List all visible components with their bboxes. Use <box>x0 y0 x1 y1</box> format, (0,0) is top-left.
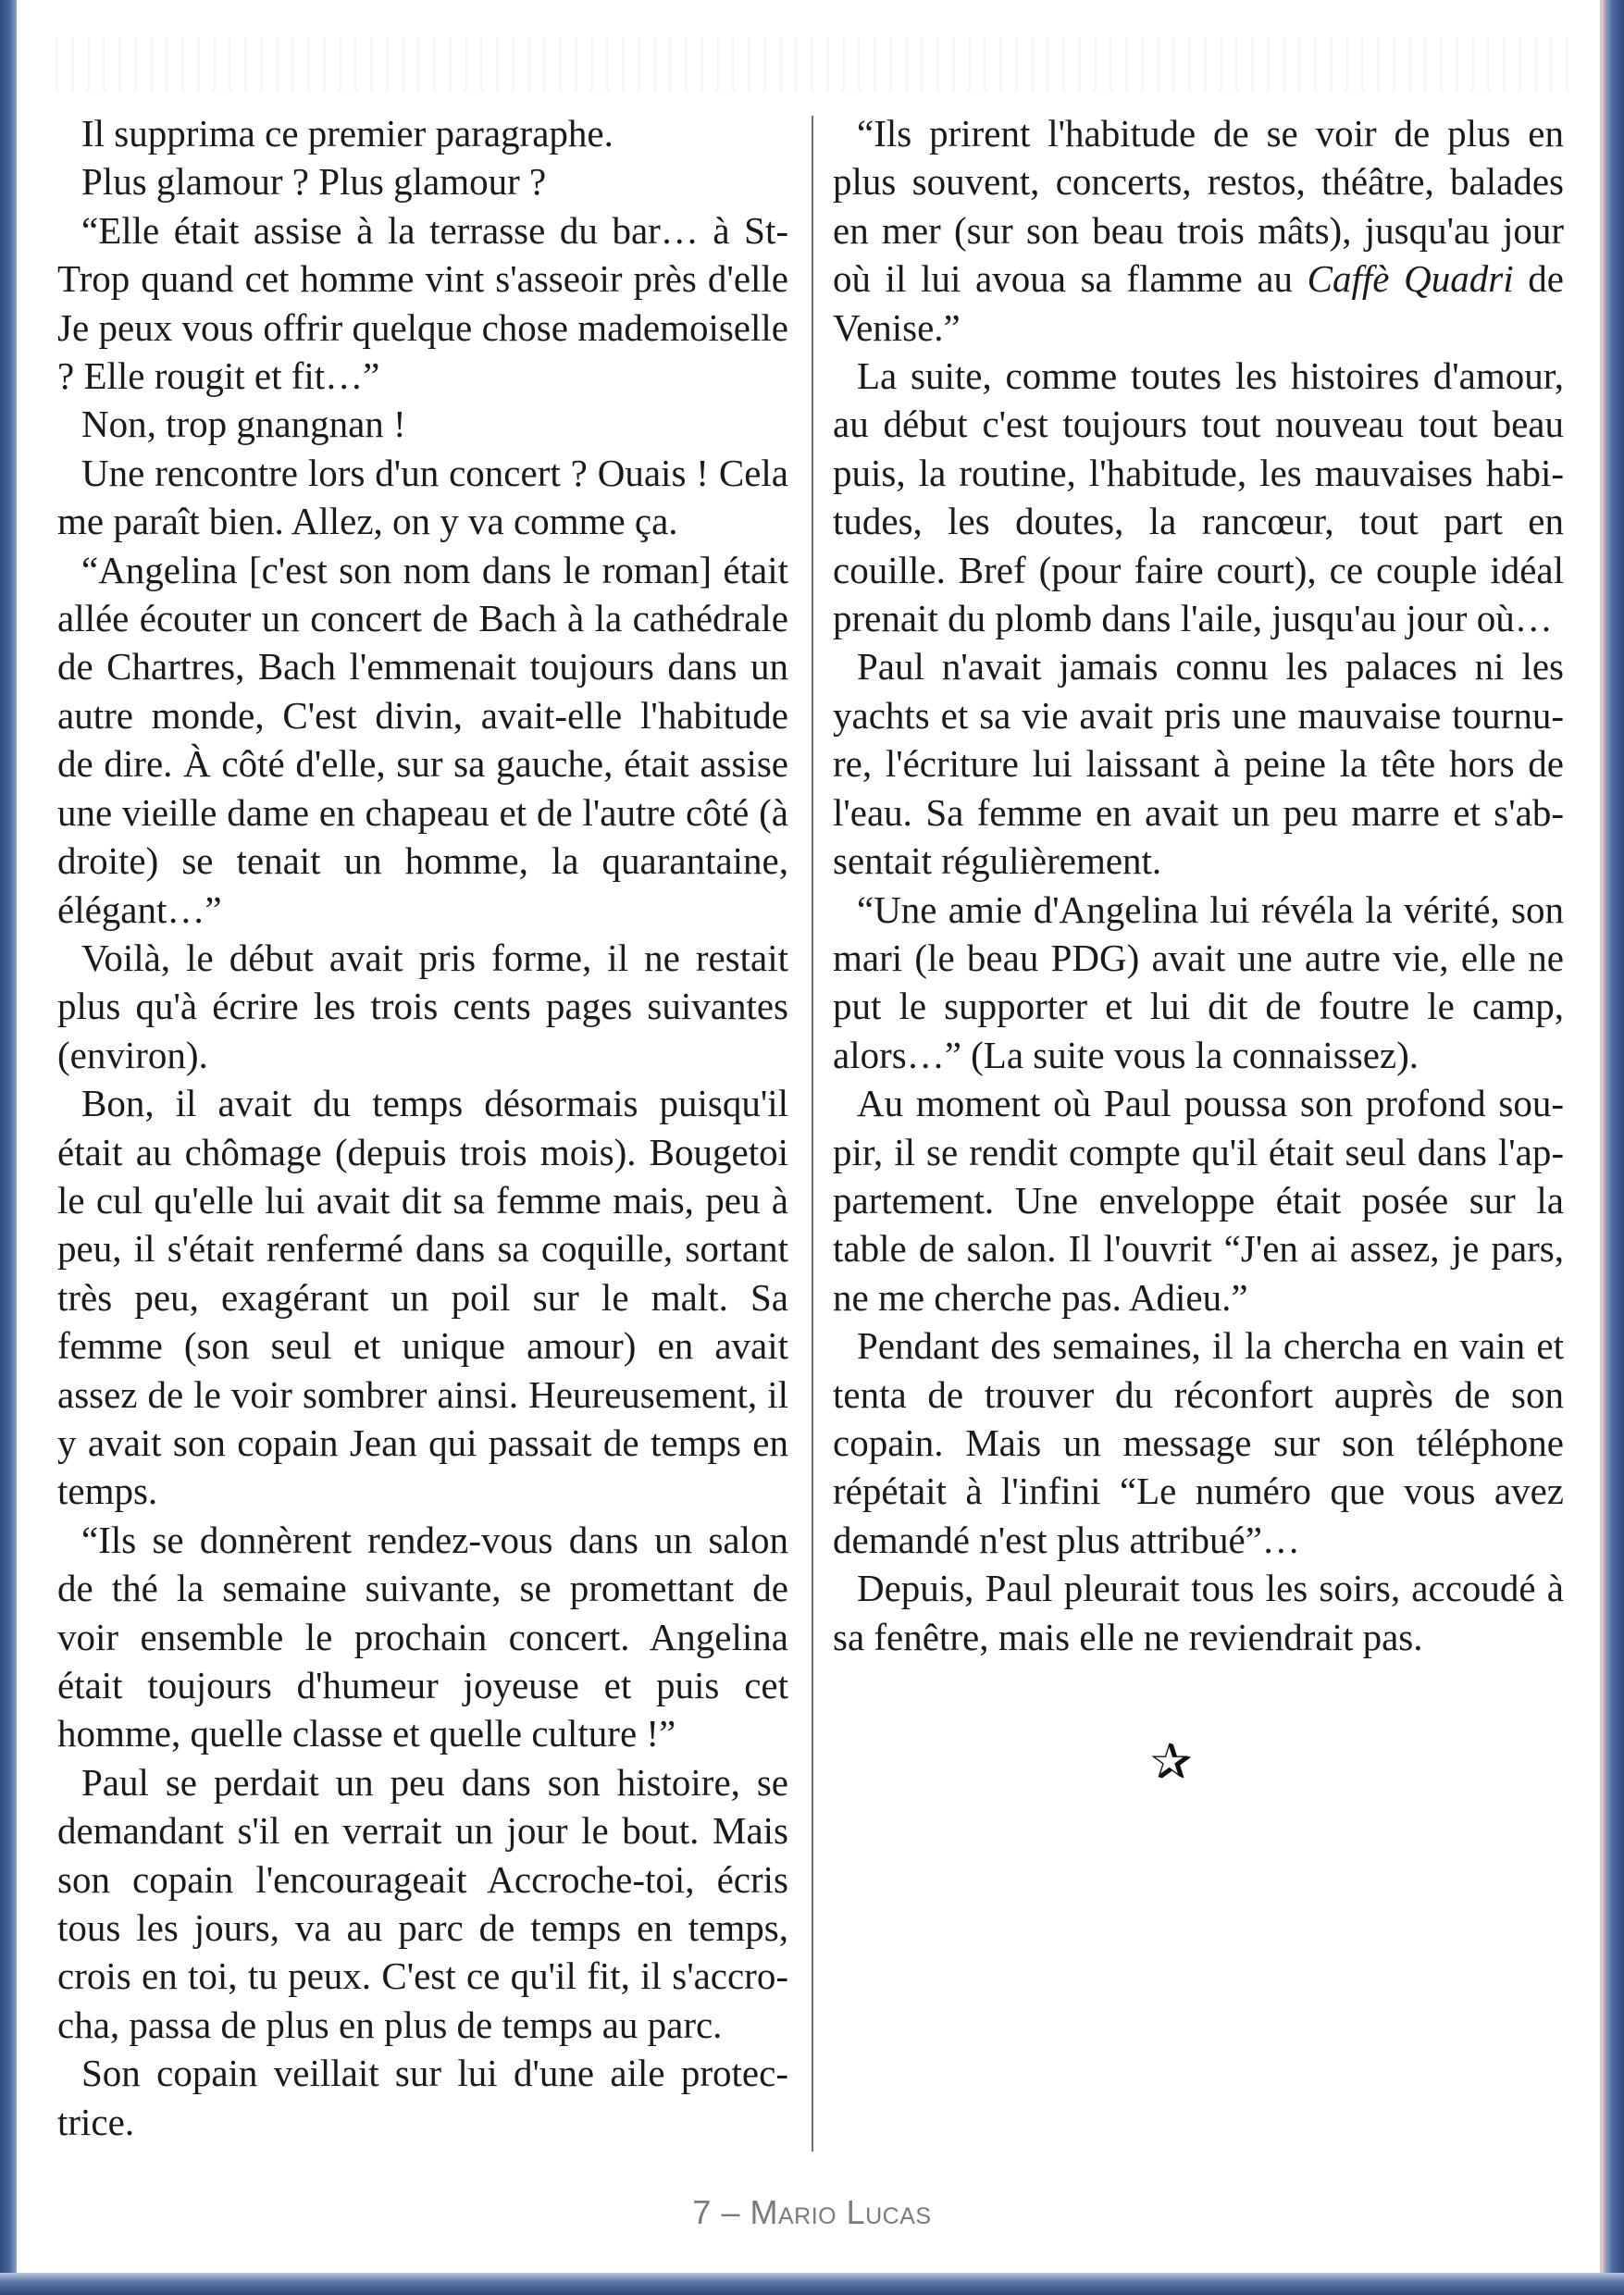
right-column <box>833 109 1564 1661</box>
paragraph: Une rencontre lors d'un concert ? Ouais ! Cela me paraît bien. Allez, on y va comme ça. <box>57 451 788 543</box>
bottom-border <box>0 2273 1624 2295</box>
paragraph: Paul se perdait un peu dans son histoire, se demandant s'il en verrait un jour le bout. Mais son copain l'encourageait Accroche-toi, écris tous les jours, va au parc de temps en temps, crois en toi, tu peux. C'est ce qu'il fit, il s'accrocha, passa de plus en plus de temps au parc. <box>57 1760 788 2046</box>
paragraph: Son copain veillait sur lui d'une aile protectrice. <box>57 2052 788 2143</box>
paragraph: Il supprima ce premier paragraphe. <box>81 112 614 155</box>
paragraph: Voilà, le début avait pris forme, il ne restait plus qu'à écrire les trois cents pages suivantes (environ). <box>57 936 788 1076</box>
footer-separator: – <box>721 2193 740 2231</box>
cafe-name: Caffè Quadri <box>1307 257 1514 301</box>
paragraph-text: de Venise.” <box>833 257 1564 349</box>
scan-noise <box>56 37 1573 93</box>
paragraph: Non, trop gnangnan ! <box>81 403 406 446</box>
paragraph: Plus glamour ? Plus glamour ? <box>81 160 547 204</box>
paragraph: “Angelina [c'est son nom dans le roman] était allée écouter un concert de Bach à la cathédrale de Chartres, Bach l'emmenait toujours dans un autre monde, C'est divin, avait-elle l'habitude de dire. À côté d'elle, sur sa gauche, était assise une vieille dame en chapeau et de l'autre côté (à droite) se tenait un homme, la quarantaine, élégant…” <box>57 548 788 931</box>
page-number: 7 <box>692 2193 712 2231</box>
paragraph: “Ils se donnèrent rendez-vous dans un salon de thé la semaine suivante, se promettant de voir ensemble le prochain concert. Angelina était toujours d'humeur joyeuse et puis cet homme, quelle classe et quelle culture !” <box>57 1518 788 1755</box>
right-border-accent <box>1600 0 1604 2295</box>
left-border <box>0 0 17 2295</box>
paragraph: “Elle était assise à la terrasse du bar… à St-Trop quand cet homme vint s'asseoir près d'elle Je peux vous offrir quelque chose mademoiselle ? Elle rougit et fit…” <box>57 208 788 398</box>
page-footer <box>0 2193 1624 2232</box>
paragraph: Bon, il avait du temps désormais puisqu'il était au chômage (depuis trois mois). Bougetoi le cul qu'elle lui avait dit sa femme mais, peu à peu, il s'était renfermé dans sa coquille, sortant très peu, exagérant un poil sur le malt. Sa femme (son seul et unique amour) en avait assez de le voir sombrer ainsi. Heureusement, il y avait son copain Jean qui passait de temps en temps. <box>57 1082 788 1513</box>
author-name: Mario Lucas <box>750 2193 932 2231</box>
paragraph: “Une amie d'Angelina lui révéla la vérité, son mari (le beau PDG) avait une autre vie, elle ne put le supporter et lui dit de foutre le camp, alors…” (La suite vous la connaissez). <box>833 887 1564 1076</box>
left-column <box>57 109 788 2146</box>
paragraph <box>833 109 1564 352</box>
paragraph: Depuis, Paul pleurait tous les soirs, accoudé à sa fenêtre, mais elle ne reviendrait pas. <box>833 1567 1564 1658</box>
paragraph: Paul n'avait jamais connu les palaces ni les yachts et sa vie avait pris une mauvaise tournure, l'écriture lui laissant à peine la tête hors de l'eau. Sa femme en avait un peu marre et s'absentait régulièrement. <box>833 645 1564 883</box>
star-icon: ✰ <box>1150 1732 1193 1791</box>
right-border <box>1604 0 1624 2295</box>
paragraph: Au moment où Paul poussa son profond soupir, il se rendit compte qu'il était seul dans l'appartement. Une enveloppe était posée sur la table de salon. Il l'ouvrit “J'en ai assez, je pars, ne me cherche pas. Adieu.” <box>833 1082 1564 1319</box>
column-divider <box>812 116 813 2152</box>
paragraph: La suite, comme toutes les histoires d'amour, au début c'est toujours tout nouveau tout beau puis, la routine, l'habitude, les mauvaises habitudes, les doutes, la rancœur, tout part en couille. Bref (pour faire court), ce couple idéal prenait du plomb dans l'aile, jusqu'au jour où… <box>833 354 1564 640</box>
paragraph-text: “Ils prirent l'habitude de se voir de plus en plus souvent, concerts, restos, théâtre, balades en mer (sur son beau trois mâts), jusqu'au jour où il lui avoua sa flamme au <box>833 112 1564 301</box>
paragraph: Pendant des semaines, il la chercha en vain et tenta de trouver du réconfort auprès de son copain. Mais un message sur son téléphone répétait à l'infini “Le numéro que vous avez demandé n'est plus attribué”… <box>833 1324 1564 1561</box>
